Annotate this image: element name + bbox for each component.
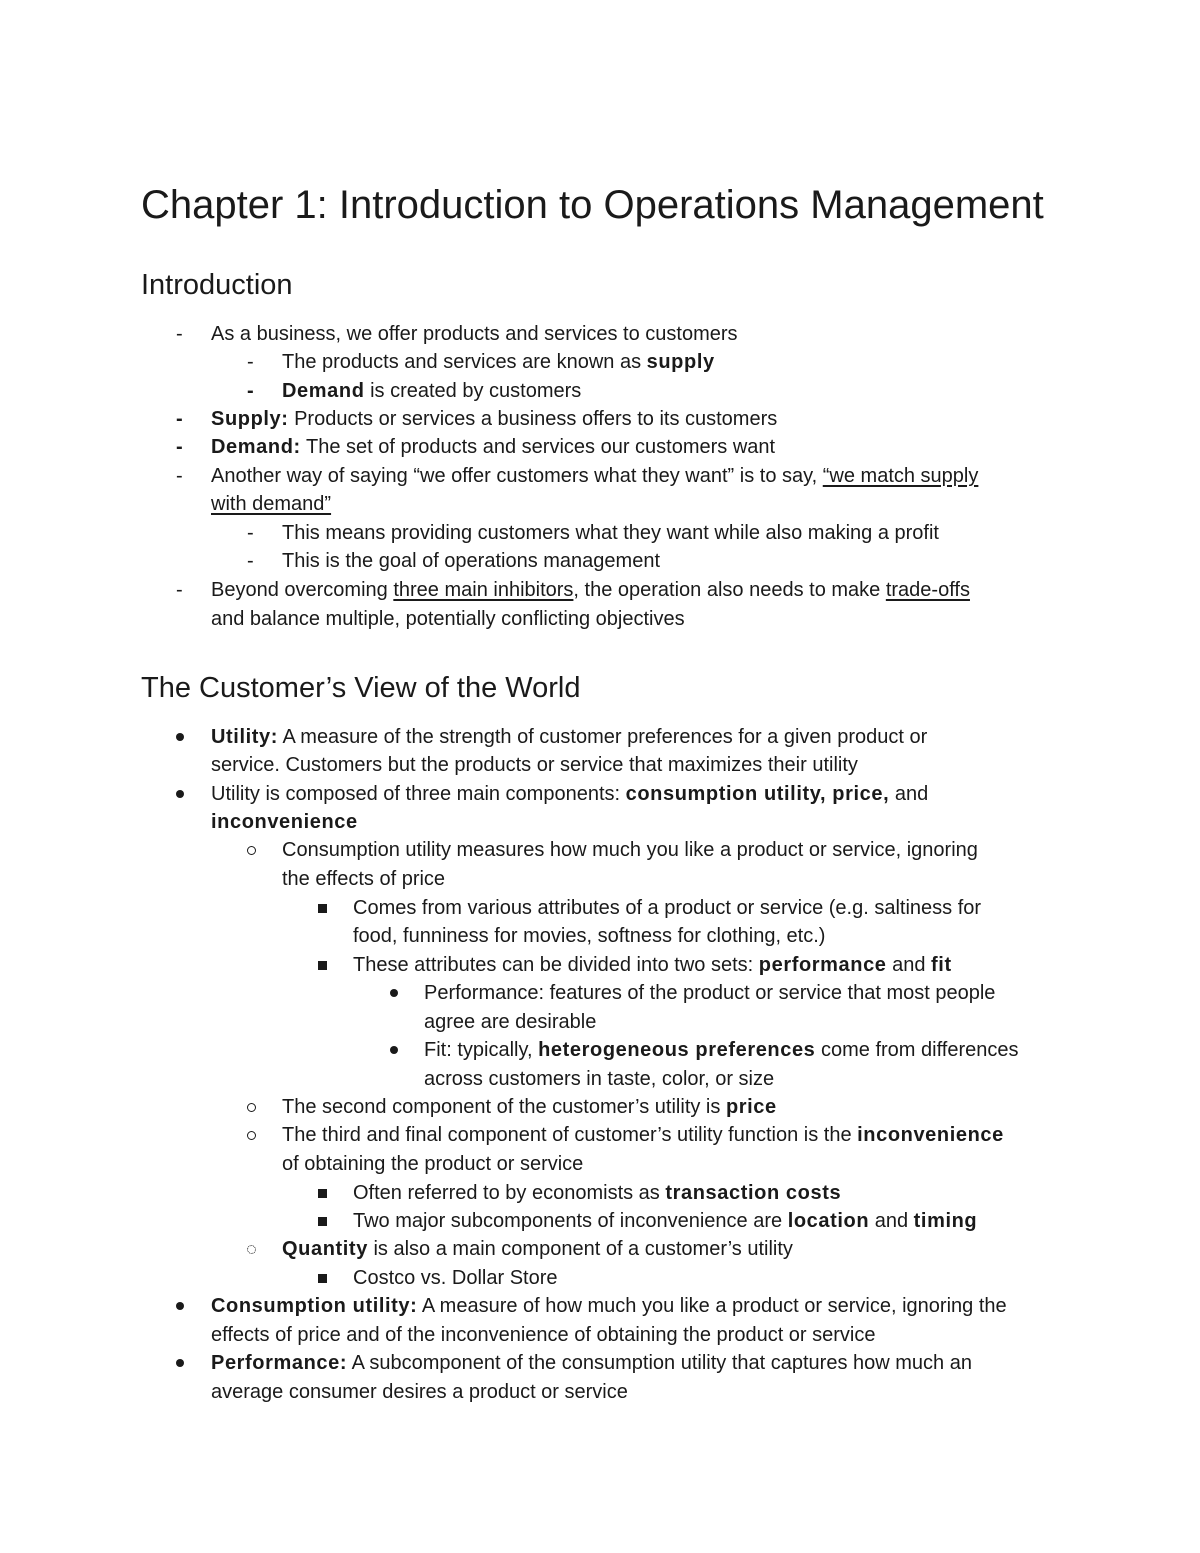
list-item: Utility is composed of three main components: consumption utility, price, and xyxy=(211,783,929,805)
list-item: Performance: features of the product or service that most people xyxy=(424,982,996,1004)
dash-bullet: - xyxy=(247,351,254,373)
circle-bullet-icon xyxy=(247,1103,256,1112)
page-title: Chapter 1: Introduction to Operations Management xyxy=(141,183,1044,227)
circle-bullet-icon xyxy=(247,1131,256,1140)
list-item-continuation: inconvenience xyxy=(211,811,358,833)
disc-bullet-icon xyxy=(176,790,184,798)
disc-bullet-icon xyxy=(176,1359,184,1367)
list-item-continuation: of obtaining the product or service xyxy=(282,1153,584,1175)
square-bullet-icon xyxy=(318,1217,327,1226)
list-item: As a business, we offer products and services to customers xyxy=(211,323,738,345)
list-item-continuation: average consumer desires a product or service xyxy=(211,1381,628,1403)
list-item-continuation: and balance multiple, potentially conflicting objectives xyxy=(211,608,685,630)
list-item: Two major subcomponents of inconvenience are location and timing xyxy=(353,1210,978,1232)
list-item-continuation: food, funniness for movies, softness for clothing, etc.) xyxy=(353,925,826,947)
square-bullet-icon xyxy=(318,904,327,913)
list-item-continuation: with demand” xyxy=(211,493,332,515)
dash-bullet: - xyxy=(247,522,254,544)
list-item: Consumption utility: A measure of how much you like a product or service, ignoring the xyxy=(211,1295,1007,1317)
list-item: Demand: The set of products and services our customers want xyxy=(211,436,776,458)
disc-bullet-icon xyxy=(176,733,184,741)
dash-bullet: - xyxy=(176,323,183,345)
list-item: Beyond overcoming three main inhibitors, the operation also needs to make trade-offs xyxy=(211,579,970,601)
dash-bullet: - xyxy=(247,550,254,572)
list-item-continuation: across customers in taste, color, or size xyxy=(424,1068,775,1090)
list-item: Another way of saying “we offer customers what they want” is to say, “we match supply xyxy=(211,465,979,487)
list-item: The products and services are known as supply xyxy=(282,351,715,373)
circle-bullet-icon xyxy=(247,846,256,855)
disc-bullet-icon xyxy=(390,1046,398,1054)
section-heading-introduction: Introduction xyxy=(141,269,293,301)
list-item: Supply: Products or services a business offers to its customers xyxy=(211,408,778,430)
square-bullet-icon xyxy=(318,1189,327,1198)
disc-bullet-icon xyxy=(176,1302,184,1310)
square-bullet-icon xyxy=(318,1274,327,1283)
dash-bullet: - xyxy=(176,436,183,458)
list-item-continuation: service. Customers but the products or service that maximizes their utility xyxy=(211,754,858,776)
disc-bullet-icon xyxy=(390,989,398,997)
list-item: Performance: A subcomponent of the consumption utility that captures how much an xyxy=(211,1352,972,1374)
list-item: Quantity is also a main component of a customer’s utility xyxy=(282,1238,793,1260)
dash-bullet: - xyxy=(176,465,183,487)
square-bullet-icon xyxy=(318,961,327,970)
dash-bullet: - xyxy=(176,579,183,601)
list-item-continuation: the effects of price xyxy=(282,868,446,890)
circle-bullet-icon xyxy=(247,1245,256,1254)
list-item: Utility: A measure of the strength of customer preferences for a given product or xyxy=(211,726,928,748)
list-item: Costco vs. Dollar Store xyxy=(353,1267,558,1289)
list-item: Fit: typically, heterogeneous preferences come from differences xyxy=(424,1039,1019,1061)
list-item: The second component of the customer’s utility is price xyxy=(282,1096,777,1118)
dash-bullet: - xyxy=(247,380,254,402)
list-item-continuation: agree are desirable xyxy=(424,1011,597,1033)
list-item: This is the goal of operations management xyxy=(282,550,660,572)
list-item: Consumption utility measures how much you like a product or service, ignoring xyxy=(282,839,978,861)
list-item-continuation: effects of price and of the inconvenience of obtaining the product or service xyxy=(211,1324,876,1346)
list-item: Often referred to by economists as transaction costs xyxy=(353,1182,842,1204)
list-item: The third and final component of customer’s utility function is the inconvenience xyxy=(282,1124,1004,1146)
list-item: Comes from various attributes of a product or service (e.g. saltiness for xyxy=(353,897,982,919)
dash-bullet: - xyxy=(176,408,183,430)
list-item: Demand is created by customers xyxy=(282,380,582,402)
list-item: This means providing customers what they want while also making a profit xyxy=(282,522,939,544)
list-item: These attributes can be divided into two sets: performance and fit xyxy=(353,954,952,976)
section-heading-customer-view: The Customer’s View of the World xyxy=(141,672,581,704)
